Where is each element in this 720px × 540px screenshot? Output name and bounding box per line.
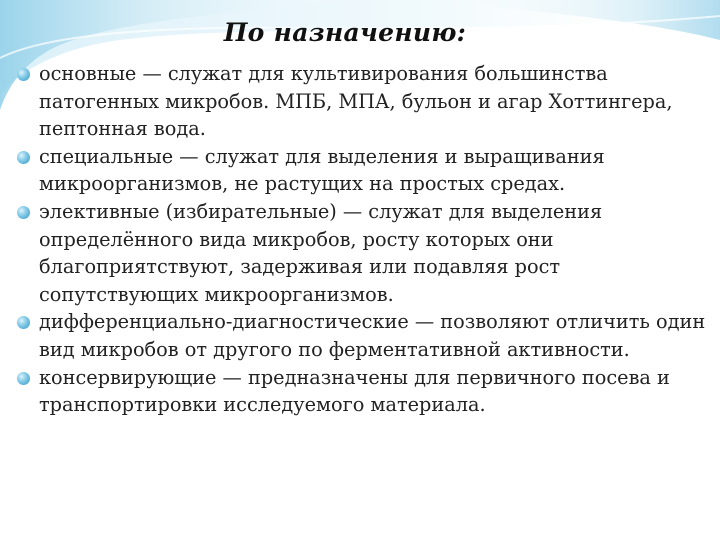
list-item: [14, 143, 714, 198]
list-item: [14, 308, 714, 363]
bullet-icon: [17, 151, 30, 164]
bullet-icon: [17, 68, 30, 81]
list-item: [14, 198, 714, 308]
bullet-icon: [17, 206, 30, 219]
bullet-list: [14, 60, 714, 419]
bullet-icon: [17, 316, 30, 329]
list-item-text: дифференциально-диагностические — позволяют отличить один вид микробов от другого по ферментативной активности.: [39, 310, 706, 361]
list-item-text: консервирующие — предназначены для первичного посева и транспортировки исследуемого материала.: [39, 365, 670, 417]
list-item-text: элективные (избирательные) — служат для выделения определённого вида микробов, росту которых они благоприятствуют, задерживая или подавляя рост сопутствующих микроорганизмов.: [39, 199, 603, 306]
bullet-icon: [17, 372, 30, 385]
list-item: [14, 364, 714, 419]
list-item: [14, 60, 714, 143]
slide-title: По назначению:: [223, 18, 467, 47]
list-item-text: специальные — служат для выделения и выращивания микроорганизмов, не растущих на простых средах.: [39, 144, 605, 196]
list-item-text: основные — служат для культивирования большинства патогенных микробов. МПБ, МПА, бульон и агар Хоттингера, пептонная вода.: [39, 62, 673, 141]
